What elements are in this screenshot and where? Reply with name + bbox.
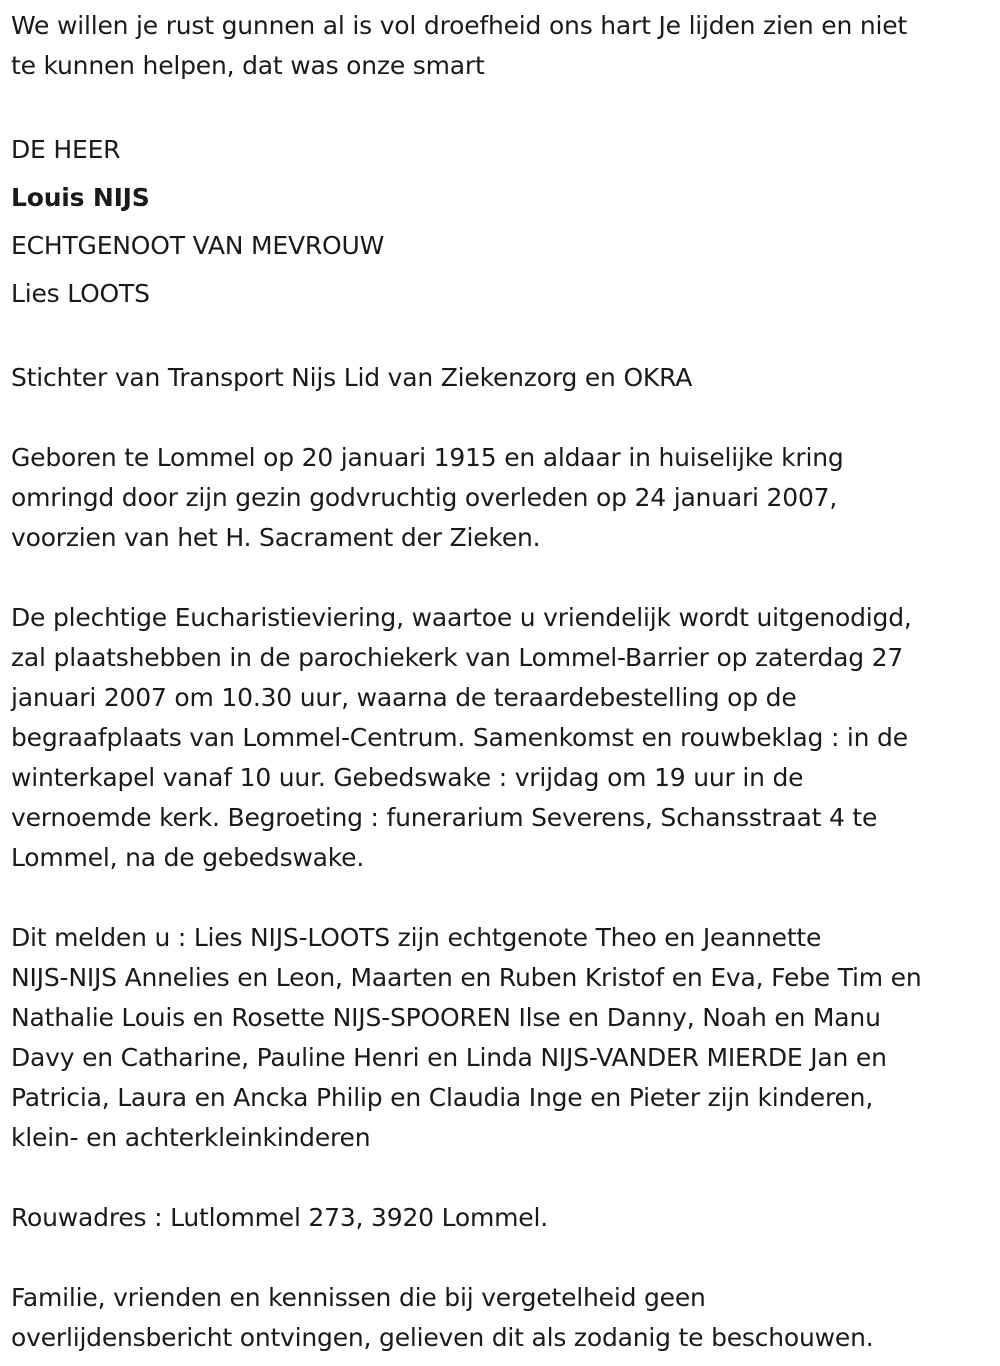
family-line: Patricia, Laura en Ancka Philip en Claudia Inge en Pieter zijn kinderen, <box>11 1083 874 1112</box>
birth-death-paragraph <box>11 438 988 558</box>
birth-death-line: voorzien van het H. Sacrament der Zieken. <box>11 523 541 552</box>
opening-verse <box>11 6 988 86</box>
deceased-name: Louis NIJS <box>11 183 150 212</box>
birth-death-line: Geboren te Lommel op 20 januari 1915 en aldaar in huiselijke kring <box>11 443 844 472</box>
family-line: Dit melden u : Lies NIJS-LOOTS zijn echtgenote Theo en Jeannette <box>11 923 822 952</box>
closing-paragraph <box>11 1278 988 1358</box>
closing-line: overlijdensbericht ontvingen, gelieven dit als zodanig te beschouwen. <box>11 1323 874 1352</box>
honorific-title: DE HEER <box>11 135 121 164</box>
opening-verse-line: te kunnen helpen, dat was onze smart <box>11 51 485 80</box>
address-paragraph <box>11 1198 988 1238</box>
family-line: klein- en achterkleinkinderen <box>11 1123 371 1152</box>
ceremony-line: vernoemde kerk. Begroeting : funerarium Severens, Schansstraat 4 te <box>11 803 878 832</box>
ceremony-line: zal plaatshebben in de parochiekerk van Lommel-Barrier op zaterdag 27 <box>11 643 904 672</box>
ceremony-line: januari 2007 om 10.30 uur, waarna de teraardebestelling op de <box>11 683 797 712</box>
ceremony-paragraph <box>11 598 988 878</box>
closing-line: Familie, vrienden en kennissen die bij vergetelheid geen <box>11 1283 706 1312</box>
ceremony-line: begraafplaats van Lommel-Centrum. Samenkomst en rouwbeklag : in de <box>11 723 908 752</box>
ceremony-line: Lommel, na de gebedswake. <box>11 843 365 872</box>
family-paragraph <box>11 918 988 1158</box>
relation-label: ECHTGENOOT VAN MEVROUW <box>11 231 385 260</box>
family-line: Davy en Catharine, Pauline Henri en Linda NIJS-VANDER MIERDE Jan en <box>11 1043 887 1072</box>
ceremony-line: winterkapel vanaf 10 uur. Gebedswake : vrijdag om 19 uur in de <box>11 763 804 792</box>
occupation-line: Stichter van Transport Nijs Lid van Ziekenzorg en OKRA <box>11 363 693 392</box>
opening-verse-line: We willen je rust gunnen al is vol droefheid ons hart Je lijden zien en niet <box>11 11 908 40</box>
family-line: NIJS-NIJS Annelies en Leon, Maarten en Ruben Kristof en Eva, Febe Tim en <box>11 963 922 992</box>
spouse-name: Lies LOOTS <box>11 279 150 308</box>
occupation-paragraph <box>11 358 988 398</box>
birth-death-line: omringd door zijn gezin godvruchtig overleden op 24 januari 2007, <box>11 483 838 512</box>
ceremony-line: De plechtige Eucharistieviering, waartoe u vriendelijk wordt uitgenodigd, <box>11 603 912 632</box>
address-line: Rouwadres : Lutlommel 273, 3920 Lommel. <box>11 1203 548 1232</box>
deceased-header <box>11 126 988 318</box>
family-line: Nathalie Louis en Rosette NIJS-SPOOREN Ilse en Danny, Noah en Manu <box>11 1003 881 1032</box>
